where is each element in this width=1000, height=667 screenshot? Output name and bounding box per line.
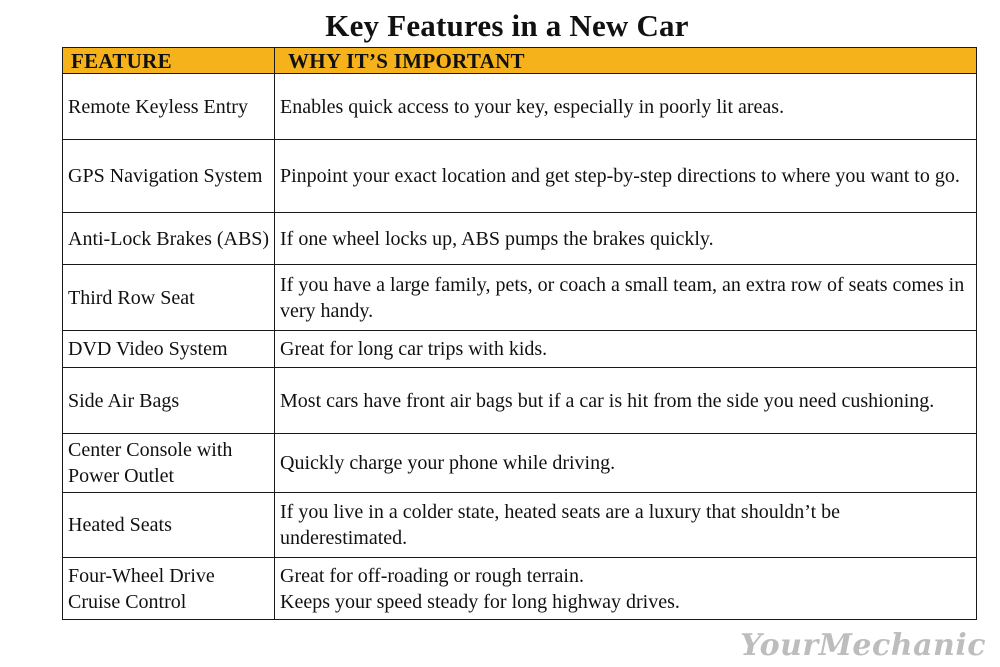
header-why-important: WHY IT’S IMPORTANT [275, 48, 977, 74]
feature-cell: Third Row Seat [63, 265, 275, 331]
feature-cell: Center Console with Power Outlet [63, 434, 275, 493]
table-row [63, 74, 977, 140]
table-row [63, 213, 977, 265]
description-cell: Quickly charge your phone while driving. [275, 434, 977, 493]
feature-cell: Side Air Bags [63, 368, 275, 434]
header-feature: FEATURE [63, 48, 275, 74]
table-row [63, 493, 977, 558]
feature-cell: GPS Navigation System [63, 140, 275, 213]
table-row [63, 434, 977, 493]
table-row [63, 265, 977, 331]
feature-cell [63, 558, 275, 620]
feature-cell: DVD Video System [63, 331, 275, 368]
table-row [63, 368, 977, 434]
description-cell: Pinpoint your exact location and get step-by-step directions to where you want to go. [275, 140, 977, 213]
description-cell: Most cars have front air bags but if a car is hit from the side you need cushioning. [275, 368, 977, 434]
description-cell: If you have a large family, pets, or coach a small team, an extra row of seats comes in very handy. [275, 265, 977, 331]
description-cell: If one wheel locks up, ABS pumps the brakes quickly. [275, 213, 977, 265]
features-table [62, 47, 977, 620]
yourmechanic-watermark: YourMechanic [740, 628, 986, 663]
feature-cell: Remote Keyless Entry [63, 74, 275, 140]
page-title: Key Features in a New Car [325, 8, 689, 43]
description-cell: Great for long car trips with kids. [275, 331, 977, 368]
table-header-row [63, 48, 977, 74]
feature-cell: Anti-Lock Brakes (ABS) [63, 213, 275, 265]
description-line: Great for off-roading or rough terrain. [280, 564, 584, 587]
table-row [63, 558, 977, 620]
description-cell: Enables quick access to your key, especially in poorly lit areas. [275, 74, 977, 140]
table-row [63, 140, 977, 213]
feature-line: Four-Wheel Drive [68, 564, 215, 587]
description-cell [275, 558, 977, 620]
table-row [63, 331, 977, 368]
feature-cell: Heated Seats [63, 493, 275, 558]
feature-line: Cruise Control [68, 590, 187, 613]
description-line: Keeps your speed steady for long highway drives. [280, 590, 680, 613]
description-cell: If you live in a colder state, heated seats are a luxury that shouldn’t be underestimated. [275, 493, 977, 558]
